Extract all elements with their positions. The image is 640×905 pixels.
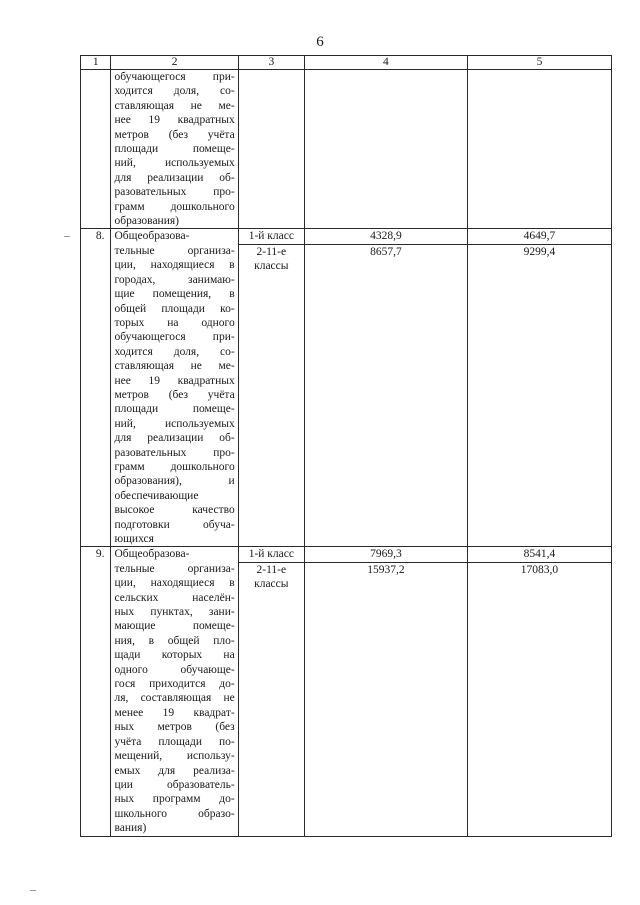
margin-mark: [64, 236, 70, 237]
column-header: 2: [111, 56, 238, 70]
grade-label: 1-й класс: [238, 547, 304, 562]
table-row-9: [81, 547, 612, 562]
column-header: 5: [467, 56, 611, 70]
tariff-table: [80, 55, 612, 837]
row-description: Общеобразова- тельные организа- ции, находящиеся в сельских населён- ных пунктах, зани- мающие помеще- ния, в общей пло- щади которых на одного обучающе- гося приходится до- ля, составляющая не менее 19 квадрат- ных метров (без учёта площади по- мещений, использу- емых для реализа- ции образователь- ных программ до- школьного образо- вания): [111, 547, 238, 836]
value-col4: 8657,7: [304, 244, 467, 547]
row-number: [81, 70, 111, 229]
value-col5: 8541,4: [467, 547, 611, 562]
row-description: обучающегося при- ходится доля, со- ставляющая не ме- нее 19 квадратных метров (без учёта площади помеще- ний, используемых для реализации об- разовательных про- грамм дошкольного образования): [111, 70, 238, 229]
page-number: 6: [316, 34, 324, 50]
grade-label: 2-11-е классы: [238, 244, 304, 547]
table-row-8: [81, 229, 612, 244]
grade-label: 1-й класс: [238, 229, 304, 244]
column-header: 3: [238, 56, 304, 70]
column-header: 1: [81, 56, 111, 70]
value-col4: 4328,9: [304, 229, 467, 244]
value-col5: 4649,7: [467, 229, 611, 244]
row-number: 9.: [81, 547, 111, 836]
row-description: Общеобразова- тельные организа- ции, находящиеся в городах, занимаю- щие помещения, в общей площади ко- торых на одного обучающегося при- ходится доля, со- ставляющая не ме- нее 19 квадратных метров (без учёта площади помеще- ний, используемых для реализации об- разовательных про- грамм дошкольного образования), и обеспечивающие высокое качество подготовки обуча- ющихся: [111, 229, 238, 547]
value-col5: 9299,4: [467, 244, 611, 547]
value-col4: 7969,3: [304, 547, 467, 562]
grade-label: 2-11-е классы: [238, 562, 304, 836]
value-col4: 15937,2: [304, 562, 467, 836]
value-col5: 17083,0: [467, 562, 611, 836]
margin-mark: [30, 890, 36, 891]
row-number: 8.: [81, 229, 111, 547]
column-header: 4: [304, 56, 467, 70]
table-row-continuation: [81, 70, 612, 229]
table-header-row: [81, 56, 612, 70]
